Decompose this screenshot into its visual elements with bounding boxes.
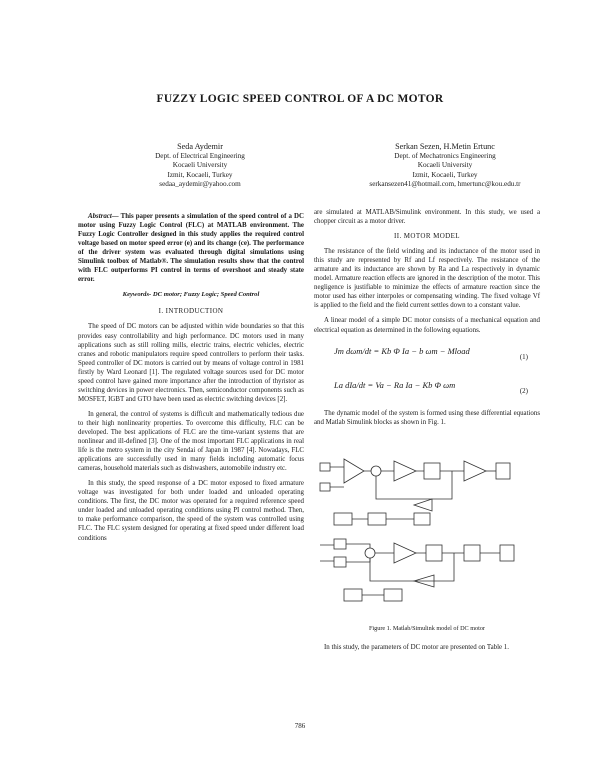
product-block <box>334 513 352 525</box>
sum-block <box>371 466 381 476</box>
equation-2 <box>314 375 540 409</box>
section-heading-introduction: I. INTRODUCTION <box>158 307 224 316</box>
author-dept: Dept. of Mechatronics Engineering <box>394 151 496 160</box>
author-dept: Dept. of Electrical Engineering <box>155 151 245 160</box>
feedback-gain-block <box>414 499 432 511</box>
author-block-2 <box>325 142 565 190</box>
gain-block <box>464 461 486 481</box>
equation-number: (1) <box>519 352 528 361</box>
input-port-block <box>334 539 346 549</box>
abstract-text: This paper presents a simulation of the speed control of a DC motor using Fuzzy Logic Control (FLC) at MATLAB environment. The Fuzzy Logic Controller designed in this study applies the required control voltage based on motor speed error (e) and its change (ce). The performance of the driver system was evaluated through digital simulations using Simulink toolbox of Matlab®. The simulation results show that the control with FLC outperforms PI control in terms of overshoot and steady state error. <box>78 213 304 284</box>
author-name: Seda Aydemir <box>177 142 223 151</box>
input-port-block <box>334 557 346 567</box>
gain-block <box>394 543 416 563</box>
author-city: Izmit, Kocaeli, Turkey <box>167 170 233 179</box>
input-port-block <box>320 463 330 471</box>
author-name: Serkan Sezen, H.Metin Ertunc <box>395 142 495 151</box>
product-block <box>368 513 386 525</box>
equation-1 <box>314 341 540 375</box>
author-email: serkansezen41@hotmail.com, hmertunc@kou.edu.tr <box>369 180 521 189</box>
gain-block <box>394 461 416 481</box>
product-block <box>384 589 402 601</box>
author-block-1 <box>95 142 305 190</box>
body-paragraph: The resistance of the field winding and its inductance of the motor used in this study are represented by Rf and Lf respectively. The resistance of the armature and its inductance are shown by Ra and La respectively in dynamic model. Armature reaction effects are ignored in the description of the motor. This negligence is justifiable to minimize the effects of armature reaction since the motor used has either interpoles or compensating winding. The fixed voltage Vf is applied to the field and the field current settles down to a constant value. <box>314 248 540 310</box>
integrator-block <box>426 545 442 561</box>
body-paragraph: In this study, the parameters of DC motor are presented on Table 1. <box>324 643 509 651</box>
abstract-label: Abstract— <box>88 213 119 220</box>
feedback-line <box>370 553 454 581</box>
author-email: sedaa_aydemir@yahoo.com <box>159 180 241 189</box>
saturation-block <box>464 545 480 561</box>
signal-line <box>320 545 334 561</box>
input-port-block <box>320 483 330 491</box>
right-column <box>314 208 540 658</box>
simulink-diagram-figure <box>314 441 540 617</box>
intro-paragraph: The speed of DC motors can be adjusted within wide boundaries so that this provides easy controllability and high performance. DC motors used in many applications such as still rolling mills, electric trains, electric vehicles, electric cranes and robotic manipulators require speed controllers to perform their tasks. Speed controller of DC motors is carried out by means of voltage control in 1981 firstly by Ward Leonard [1]. The regulated voltage sources used for DC motor speed control have gained more importance after the introduction of thyristor as switching devices in power electronics. Then, semiconductor components such as MOSFET, IGBT and GTO have been used as electric switching devices [2]. <box>78 323 304 403</box>
section-heading-motor-model: II. MOTOR MODEL <box>394 232 460 241</box>
author-univ: Kocaeli University <box>172 161 228 170</box>
integrator-block <box>424 463 440 479</box>
constant-block <box>414 513 430 525</box>
page-number: 786 <box>294 722 306 730</box>
author-univ: Kocaeli University <box>417 161 473 170</box>
body-paragraph: The dynamic model of the system is formed using these differential equations and Matlab Simulink blocks as shown in Fig. 1. <box>314 409 540 426</box>
gain-block <box>344 459 364 483</box>
scope-block <box>500 545 514 561</box>
scope-block <box>496 463 510 479</box>
intro-paragraph: In general, the control of systems is difficult and mathematically tedious due to their high nonlinearity properties. To overcome this difficulty, FLC can be developed. The best applications of FLC are the time-variant systems that are nonlinear and ill-defined [3]. One of the most important FLC applications in real life is the metro system in the city Sendai of Japan in 1987 [4]. Nowadays, FLC applications are successfully used in many fields including automatic focus cameras, household materials such as dishwashers, automobile industry etc. <box>78 410 304 473</box>
equation-text: La dIa/dt = Va − Ra Ia − Kb Φ ωm <box>334 379 456 390</box>
body-paragraph: A linear model of a simple DC motor consists of a mechanical equation and electrical equation as determined in the following equations. <box>314 317 540 334</box>
abstract <box>78 212 304 284</box>
signal-line <box>330 467 344 487</box>
body-paragraph: are simulated at MATLAB/Simulink environment. In this study, we used a chopper circuit as a motor driver. <box>314 209 540 226</box>
keywords: Keywords- DC motor; Fuzzy Logic; Speed Control <box>122 291 260 299</box>
figure-caption: Figure 1. Matlab/Simulink model of DC motor <box>368 624 485 632</box>
equation-number: (2) <box>519 386 528 395</box>
author-city: Izmit, Kocaeli, Turkey <box>412 170 478 179</box>
intro-paragraph: In this study, the speed response of a DC motor exposed to fixed armature voltage was investigated for both under loaded and unloaded operating conditions. The first, the DC motor was operated for a required reference speed under loaded and unloaded operating conditions using PI control method. Then, to make performance comparison, the speed of the system was controlled using FLC. The FLC system designed for operating at fixed speed under different load conditions <box>78 480 304 542</box>
equation-text: Jm dωm/dt = Kb Φ Ia − b ωm − Mload <box>334 345 470 356</box>
signal-line <box>346 544 370 562</box>
paper-title: FUZZY LOGIC SPEED CONTROL OF A DC MOTOR <box>156 93 444 105</box>
feedback-line <box>376 471 452 499</box>
sum-block <box>365 548 375 558</box>
product-block <box>344 589 362 601</box>
left-column <box>78 212 304 549</box>
